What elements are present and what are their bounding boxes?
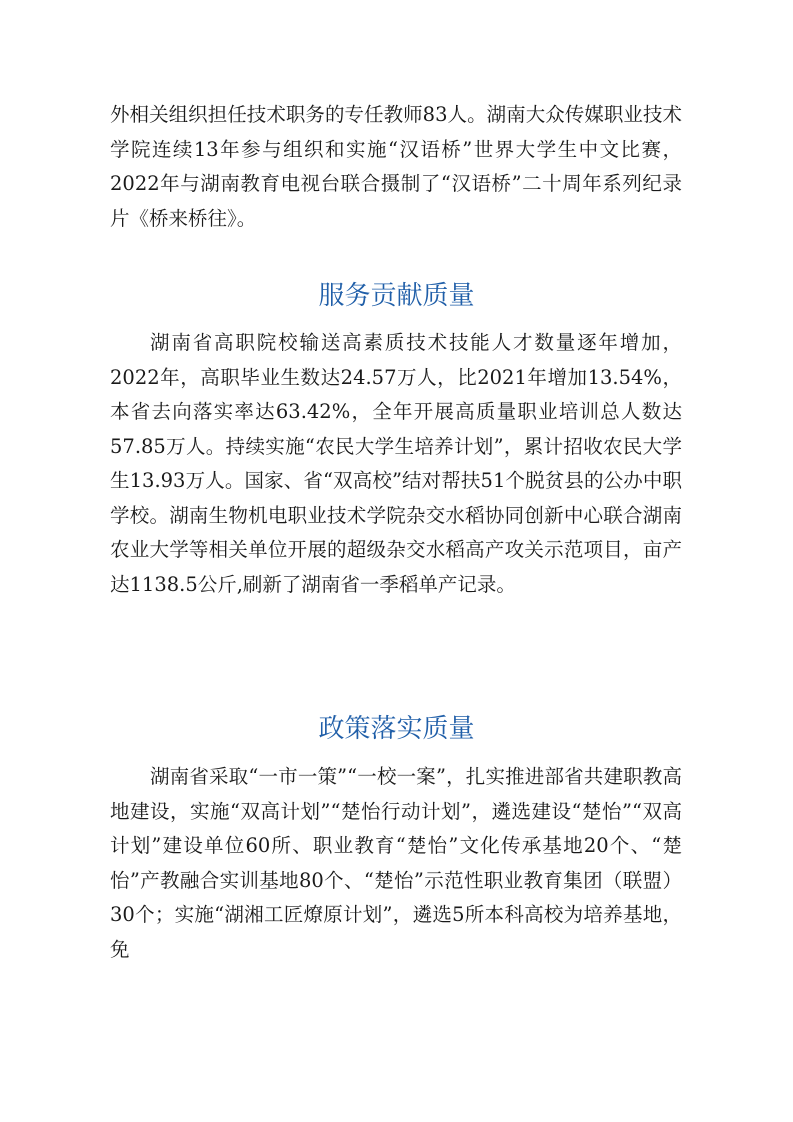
continuation-paragraph: 外相关组织担任技术职务的专任教师83人。湖南大众传媒职业技术学院连续13年参与组织和实施“汉语桥”世界大学生中文比赛，2022年与湖南教育电视台联合摄制了“汉语桥”二十周年系列纪录片《桥来桥往》。 <box>110 103 682 230</box>
section-heading-service-contribution: 服务贡献质量 <box>318 281 475 311</box>
paragraph-policy-implementation: 湖南省采取“一市一策”“一校一案”，扎实推进部省共建职教高地建设，实施“双高计划”“楚怡行动计划”，遴选建设“楚怡”“双高计划”建设单位60所、职业教育“楚怡”文化传承基地20个、“楚怡”产教融合实训基地80个、“楚怡”示范性职业教育集团（联盟）30个；实施“湖湘工匠燎原计划”，遴选5所本科高校为培养基地，免 <box>110 765 682 961</box>
section-heading-policy-implementation: 政策落实质量 <box>318 714 475 744</box>
paragraph-service-contribution: 湖南省高职院校输送高素质技术技能人才数量逐年增加，2022年，高职毕业生数达24.57万人，比2021年增加13.54%，本省去向落实率达63.42%，全年开展高质量职业培训总人数达57.85万人。持续实施“农民大学生培养计划”，累计招收农民大学生13.93万人。国家、省“双高校”结对帮扶51个脱贫县的公办中职学校。湖南生物机电职业技术学院杂交水稻协同创新中心联合湖南农业大学等相关单位开展的超级杂交水稻高产攻关示范项目，亩产达1138.5公斤,刷新了湖南省一季稻单产记录。 <box>110 331 682 596</box>
